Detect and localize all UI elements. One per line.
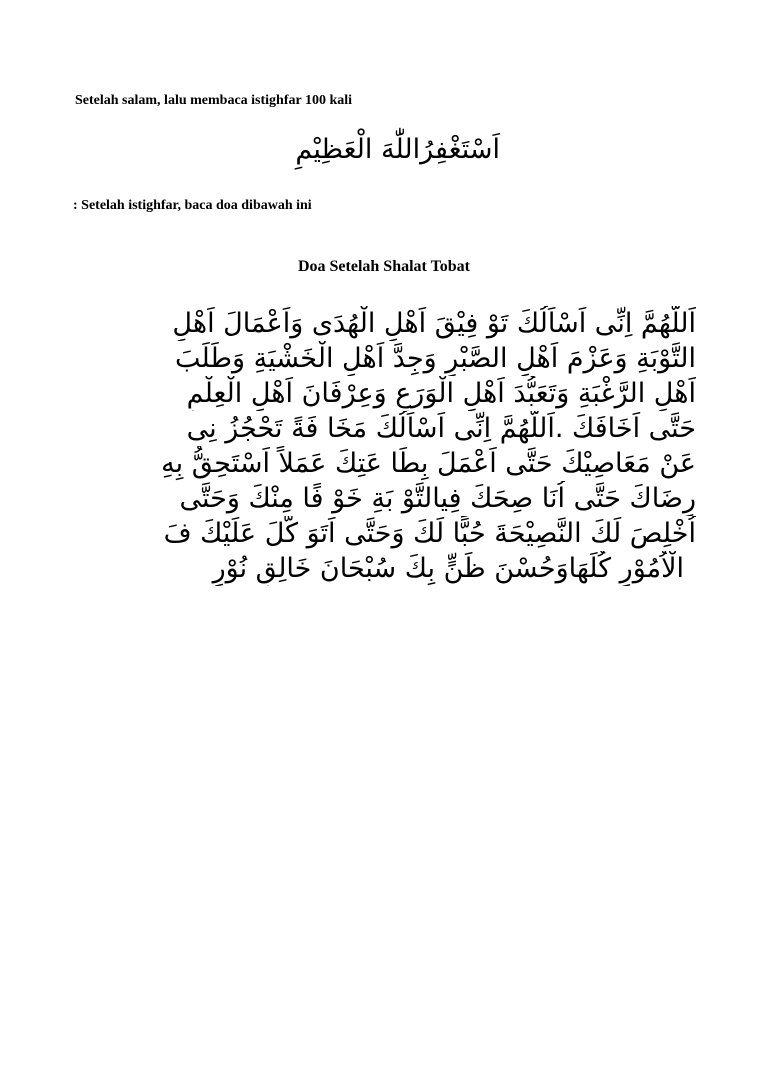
doa-arabic-text [96, 306, 696, 586]
doa-line: اَهْلِ الرَّغْبَةِ وَتَعَبُّدَ اَهْلِ الْوَرَعِ وَعِرْفَانَ اَهْلِ الْعِلْمِ [186, 378, 696, 409]
doa-line: حَتَّى اَخَافَكَ .اَللَّهُمَّ اِنِّى اَسْاَلُكَ مَخَا فَةً تَحْجُزُ نِى [186, 413, 696, 444]
doa-line: الْاُمُوْرِ كُلِّهَاوَحُسْنَ ظَنٍّ بِكَ سُبْحَانَ خَالِقِ نُوْرٍ [212, 553, 684, 584]
doa-line: عَنْ مَعَاصِيْكَ حَتَّى اَعْمَلَ بِطَا عَتِكَ عَمَلاً اَسْتَحِقُّ بِهِ [161, 448, 696, 479]
after-istighfar-instruction: : Setelah istighfar, baca doa dibawah ini [73, 198, 312, 213]
intro-instruction: Setelah salam, lalu membaca istighfar 100 kali [75, 93, 353, 108]
doa-line: اُخْلِصَ لَكَ النَّصِيْحَةَ حُبًّا لَكَ وَحَتَّى اَتَوَ كَّلَ عَلَيْكَ فَ [163, 518, 696, 549]
doa-line: التَّوْبَةِ وَعَزْمَ اَهْلِ الصَّبْرِ وَجِدَّ اَهْلِ الْخَشْيَةِ وَطَلَبَ [175, 343, 696, 374]
doa-line: اَللَّهُمَّ اِنِّى اَسْاَلُكَ تَوْ فِيْقَ اَهْلِ الْهُدَى وَاَعْمَالَ اَهْلِ [172, 308, 696, 339]
istighfar-arabic: اَسْتَغْفِرُاللّٰهَ الْعَظِيْمِ [295, 134, 500, 165]
doa-title: Doa Setelah Shalat Tobat [297, 258, 471, 275]
doa-line: رِضَاكَ حَتَّى اُنَا صِحَكَ فِيالتَّوْ بَةِ خَوْ فًا مِنْكَ وَحَتَّى [179, 483, 696, 514]
